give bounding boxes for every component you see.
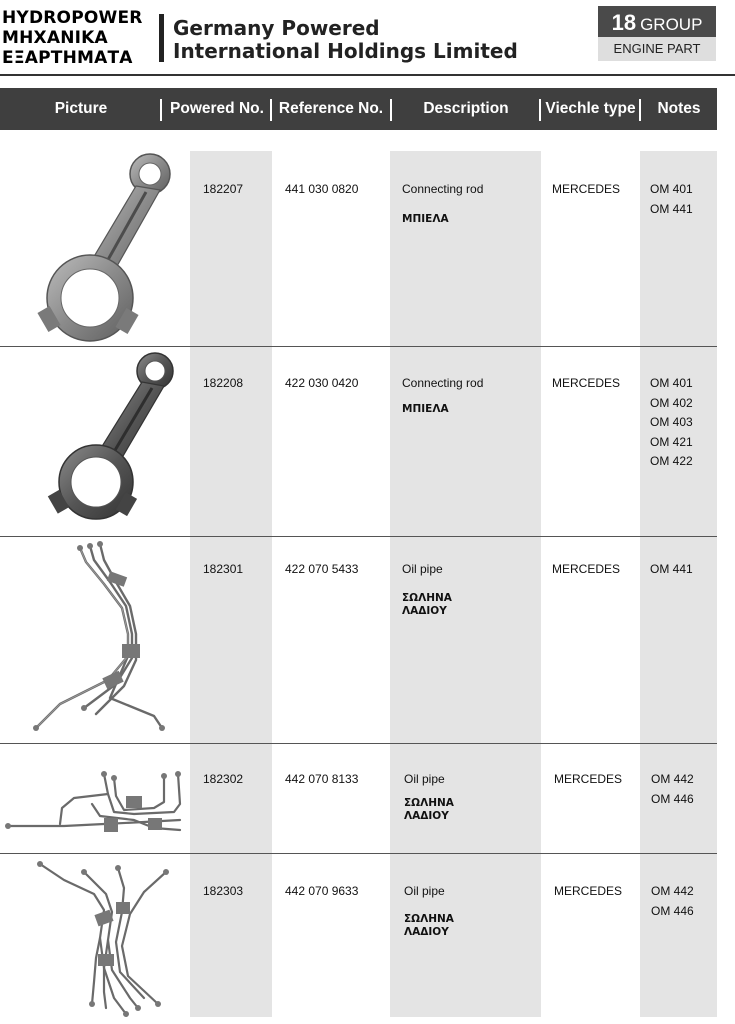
connecting-rod-icon: [28, 150, 178, 342]
description-greek-line-2: ΛΑΔΙΟΥ: [404, 926, 449, 938]
notes: [651, 770, 694, 809]
company-line-1: Germany Powered: [173, 16, 380, 40]
description: Oil pipe: [402, 562, 443, 576]
col-reference-no: Reference No.: [278, 100, 384, 117]
reference-no: 442 070 8133: [285, 772, 359, 786]
powered-no: 182301: [203, 562, 244, 576]
brand-line-2: ΜΗΧΑΝΙΚΑ: [2, 28, 108, 48]
powered-no: 182302: [203, 772, 244, 786]
description-greek-line-2: ΛΑΔΙΟΥ: [404, 810, 449, 822]
reference-no: 442 070 9633: [285, 884, 359, 898]
col-description: Description: [423, 100, 509, 117]
vehicle-type: MERCEDES: [552, 376, 621, 390]
note-item: OM 403: [650, 415, 693, 429]
group-number: 18: [611, 10, 637, 35]
vehicle-type: MERCEDES: [554, 772, 623, 786]
description: Oil pipe: [404, 884, 445, 898]
description-greek-line-1: ΣΩΛΗΝΑ: [404, 913, 454, 925]
company-name: [173, 17, 518, 63]
header-rule: [0, 74, 735, 76]
note-item: OM 442: [651, 884, 694, 898]
note-item: OM 446: [651, 903, 694, 918]
company-line-2: International Holdings Limited: [173, 39, 518, 63]
row-divider: [0, 853, 717, 854]
group-category: ENGINE PART: [598, 37, 716, 61]
vehicle-type: MERCEDES: [554, 884, 623, 898]
description-greek-line-2: ΛΑΔΙΟΥ: [402, 605, 447, 617]
note-item: OM 442: [651, 772, 694, 786]
col-notes: Notes: [657, 100, 701, 117]
header-divider: [159, 14, 164, 62]
notes: [650, 560, 693, 580]
note-item: OM 402: [650, 395, 693, 410]
note-item: OM 401: [650, 182, 693, 196]
col-vehicle-type: Viechle type: [545, 100, 636, 117]
note-item: OM 421: [650, 434, 693, 449]
column-separator: [539, 99, 541, 121]
reference-no: 422 030 0420: [285, 376, 359, 390]
connecting-rod-icon: [42, 350, 182, 522]
brand-logo-text: [2, 8, 162, 68]
vehicle-type: MERCEDES: [552, 562, 621, 576]
table-header: [0, 88, 717, 130]
description-greek-line-1: ΣΩΛΗΝΑ: [404, 797, 454, 809]
oil-pipe-icon: [4, 764, 188, 840]
column-separator: [160, 99, 162, 121]
note-item: OM 441: [650, 562, 693, 576]
powered-no: 182208: [203, 376, 244, 390]
column-separator: [390, 99, 392, 121]
notes: [650, 180, 693, 219]
group-badge: [598, 6, 716, 37]
vehicle-type: MERCEDES: [552, 182, 621, 196]
col-picture: Picture: [54, 100, 108, 117]
description: Connecting rod: [402, 376, 484, 390]
row-divider: [0, 346, 717, 347]
column-separator: [270, 99, 272, 121]
description: Connecting rod: [402, 182, 484, 196]
notes: [650, 374, 693, 472]
description-greek: ΜΠΙΕΛΑ: [402, 403, 449, 415]
note-item: OM 422: [650, 454, 693, 468]
oil-pipe-icon: [24, 538, 184, 734]
notes: [651, 882, 694, 921]
description-greek: ΜΠΙΕΛΑ: [402, 213, 449, 225]
reference-no: 441 030 0820: [285, 182, 359, 196]
oil-pipe-icon: [34, 858, 184, 1018]
powered-no: 182207: [203, 182, 244, 196]
brand-line-1: HYDROPOWER: [2, 8, 143, 28]
powered-no: 182303: [203, 884, 244, 898]
description-greek-line-1: ΣΩΛΗΝΑ: [402, 592, 452, 604]
description: Oil pipe: [404, 772, 445, 786]
brand-line-3: ΕΞΑΡΤΗΜΑΤΑ: [2, 48, 133, 68]
note-item: OM 441: [650, 201, 693, 216]
group-word: GROUP: [640, 15, 703, 34]
note-item: OM 446: [651, 791, 694, 806]
row-divider: [0, 536, 717, 537]
reference-no: 422 070 5433: [285, 562, 359, 576]
row-divider: [0, 743, 717, 744]
note-item: OM 401: [650, 376, 693, 390]
col-powered-no: Powered No.: [170, 100, 264, 117]
